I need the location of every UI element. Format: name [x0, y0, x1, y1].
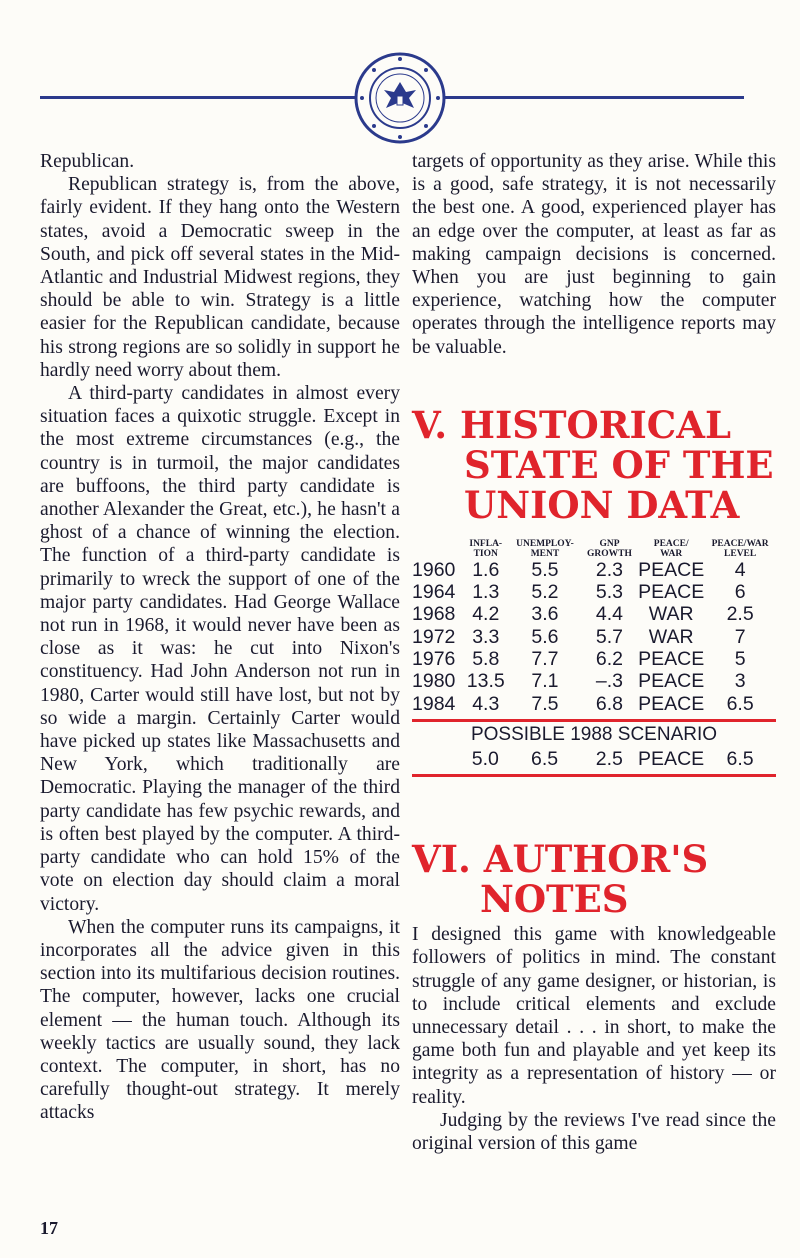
table-cell: –.3: [595, 670, 624, 693]
table-cell: 4: [734, 558, 746, 581]
paragraph: Republican strategy is, from the above, fairly evident. If they hang onto the Western states, avoid a Democratic sweep in the South, and pick off several states in the Mid-Atlantic and Industrial Midwest regions, they should be able to win. Strategy is a little easier for the Republican candidate, because his strong regions are so solidly in support he hardly need worry about them.: [40, 174, 400, 381]
table-cell: 1.6: [472, 558, 500, 581]
column-header: INFLA- TION: [469, 538, 503, 559]
header-rule-left: [40, 96, 356, 99]
year-cell: 1976: [412, 648, 456, 671]
table-cell: 4.4: [595, 603, 624, 626]
table-row: [412, 670, 776, 692]
table-cell: 4.3: [472, 692, 500, 715]
table-cell: 5.3: [595, 581, 624, 604]
table-cell: 7.7: [531, 648, 559, 671]
presidential-seal-icon: [354, 52, 446, 144]
year-cell: 1972: [412, 625, 456, 648]
paragraph: When the computer runs its campaigns, it incorporates all the advice given in this section into its multifarious decision routines. The computer, however, lacks one crucial element — the human touch. Although its weekly tactics are usually sound, they lack context. The computer, in short, has no carefully thought-out strategy. It merely attacks: [40, 916, 400, 1124]
table-cell: WAR: [648, 625, 694, 648]
column-header: PEACE/WAR LEVEL: [711, 538, 769, 559]
scenario-title: POSSIBLE 1988 SCENARIO: [470, 723, 718, 745]
table-cell: 2.3: [595, 558, 624, 581]
table-cell: WAR: [648, 603, 694, 626]
table-cell: 6.5: [726, 692, 754, 715]
paragraph: targets of opportunity as they arise. While this is a good, safe strategy, it is not necessarily the best one. A good, experienced player has an edge over the computer, at least as far as making campaign decisions is concerned. When you are just beginning to gain experience, watching how the computer operates through the intelligence reports may be valuable.: [412, 151, 776, 358]
table-row: [412, 581, 776, 603]
right-column: [412, 150, 776, 1155]
table-cell: 5.5: [531, 558, 559, 581]
table-cell: 4.2: [472, 603, 500, 626]
table-row: [412, 648, 776, 670]
table-cell: 2.5: [595, 747, 623, 770]
year-cell: 1980: [412, 670, 456, 693]
left-column: [40, 150, 400, 1125]
column-header: GNP GROWTH: [587, 538, 632, 559]
table-cell: 6.5: [531, 747, 559, 770]
year-cell: 1968: [412, 603, 456, 626]
table-cell: 5.6: [531, 625, 559, 648]
table-cell: 7.5: [531, 692, 559, 715]
table-cell: 3.3: [472, 625, 500, 648]
table-body: [412, 559, 776, 715]
heading-line: VI. AUTHOR'S: [412, 837, 709, 882]
heading-line: UNION DATA: [464, 482, 740, 527]
year-cell: 1960: [412, 558, 456, 581]
table-cell: PEACE: [638, 648, 705, 671]
table-cell: 5: [734, 648, 746, 671]
table-cell: PEACE: [638, 692, 705, 715]
heading-line: STATE OF THE: [464, 442, 774, 487]
table-cell: 6.5: [726, 747, 754, 770]
table-cell: PEACE: [638, 581, 705, 604]
table-cell: [412, 748, 462, 770]
table-cell: 5.8: [472, 648, 500, 671]
column-header: PEACE/ WAR: [653, 538, 689, 559]
column-header: [412, 539, 462, 559]
table-cell: PEACE: [638, 558, 705, 581]
table-cell: 2.5: [726, 603, 754, 626]
table-cell: 7: [734, 625, 746, 648]
paragraph: A third-party candidates in almost every situation faces a quixotic struggle. Except in the most extreme circumstances (e.g., the country is in turmoil, the major candidates are buffoons, the third party candidate is another Alexander the Great, etc.), he hasn't a ghost of a chance of winning the election. The function of a third-party candidate is primarily to wreck the support of one of the major party candidates. Had George Wallace not run in 1968, it would never have been as close as it was: he cut into Nixon's constituency. Had John Anderson not run in 1980, Carter would still have lost, but not by so wide a margin. Certainly Carter would have picked up states like Massachusetts and New York, which traditionally are Democratic. Playing the manager of the third party candidate has few psychic rewards, and is often best played by the computer. A third-party candidate who can hold 15% of the vote on election day should claim a moral victory.: [40, 383, 400, 915]
page-number: 17: [40, 1218, 58, 1238]
table-row: [412, 693, 776, 715]
table-row: [412, 748, 776, 770]
header-rule-right: [444, 96, 744, 99]
table-row: [412, 603, 776, 625]
table-cell: 3: [734, 670, 746, 693]
section-heading-historical-data: [412, 402, 776, 527]
paragraph: Judging by the reviews I've read since the original version of this game: [412, 1109, 776, 1155]
table-row: [412, 626, 776, 648]
table-cell: PEACE: [638, 670, 705, 693]
scenario-table: [412, 748, 776, 770]
table-cell: 5.7: [595, 625, 624, 648]
paragraph: Republican.: [40, 151, 135, 172]
table-cell: 6.8: [595, 692, 624, 715]
table-cell: 5.0: [471, 747, 499, 770]
table-cell: 1.3: [472, 581, 500, 604]
table-cell: 5.2: [531, 581, 559, 604]
table-header-row: [412, 539, 776, 559]
table-cell: 6: [734, 581, 746, 604]
column-header: UNEMPLOY- MENT: [516, 538, 574, 559]
heading-line: V. HISTORICAL: [412, 402, 731, 447]
table-cell: 6.2: [595, 648, 624, 671]
table-cell: PEACE: [638, 747, 705, 770]
table-row: [412, 559, 776, 581]
heading-line: NOTES: [480, 877, 629, 922]
year-cell: 1964: [412, 581, 456, 604]
table-cell: 7.1: [531, 670, 559, 693]
year-cell: 1984: [412, 692, 456, 715]
table-cell: 13.5: [466, 670, 505, 693]
section-heading-authors-notes: [412, 837, 776, 922]
table-cell: 3.6: [531, 603, 559, 626]
paragraph: I designed this game with knowledgeable followers of politics in mind. The constant struggle of any game designer, or historian, is to include critical elements and exclude unnecessary detail . . . in short, to make the game both fun and playable and yet keep its integrity as a representation of history — or reality.: [412, 924, 776, 1108]
state-of-union-table: [412, 539, 776, 715]
